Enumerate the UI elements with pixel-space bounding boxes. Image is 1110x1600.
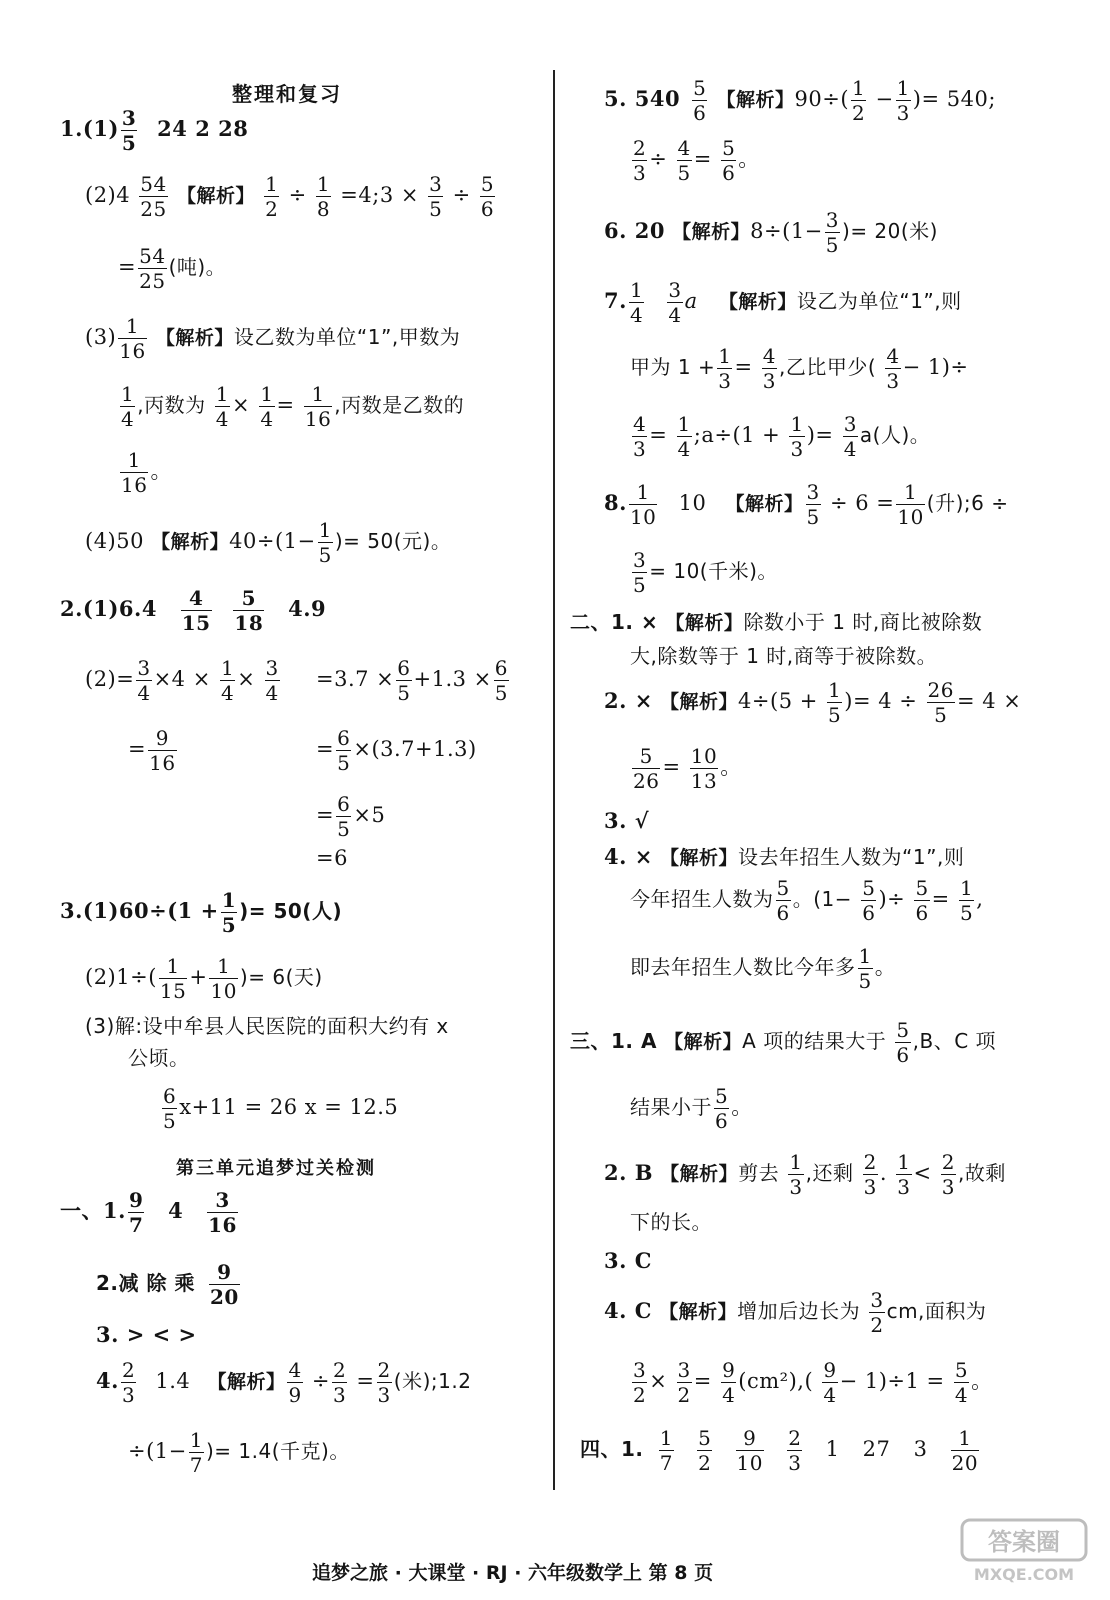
e2: 2. × 【解析】4÷(5 + $\frac{1}{5}$ )= 4 ÷ $\frac{26}{5}$ = 4 × (604, 678, 1022, 727)
q2-2-step3: = $\frac{6}{5}$ ×5 (316, 792, 386, 841)
e4-cont: 今年招生人数为 $\frac{5}{6}$ 。(1− $\frac{5}{6}$ )÷ $\frac{5}{6}$ = $\frac{1}{5}$ , (630, 876, 984, 925)
q1-2-cont: = $\frac{54}{25}$ (吨)。 (118, 244, 227, 293)
q5-cont: $\frac{2}{3}$ ÷ $\frac{4}{5}$ = $\frac{5}{6}$ 。 (633, 136, 760, 185)
svg-text:答案圈: 答案圈 (988, 1528, 1060, 1556)
q3-2: (2)1÷( $\frac{1}{15}$ + $\frac{1}{10}$ )= 6(天) (85, 954, 323, 1003)
q2-2-step2: = $\frac{6}{5}$ ×(3.7+1.3) (316, 726, 477, 775)
q3-1: 3.(1)60÷(1 + $\frac{1}{5}$ )= 50(人) (60, 888, 343, 937)
e4-end: 即去年招生人数比今年多 $\frac{1}{5}$ 。 (630, 944, 897, 993)
q1-2: (2)4 $\frac{54}{25}$ 【解析】 $\frac{1}{2}$ ÷ $\frac{1}{8}$ =4;3 × $\frac{3}{5}$ ÷ $\frac{5}{6}$ (85, 172, 495, 221)
t4-cont: $\frac{3}{2}$ × $\frac{3}{2}$ = $\frac{9}{4}$ (cm²),( $\frac{9}{4}$ − 1)÷1 = $\frac{5}{4}$ 。 (633, 1358, 993, 1407)
f1: 四、1. $\frac{1}{7}$ $\frac{5}{2}$ $\frac{9}{10}$ $\frac{2}{3}$ 1 27 3 $\frac{1}{20}$ (580, 1426, 979, 1475)
s1-2: 2.减 除 乘 $\frac{9}{20}$ (96, 1260, 239, 1309)
q2-2-result: = $\frac{9}{16}$ (128, 726, 176, 775)
q1-3: (3) $\frac{1}{16}$ 【解析】设乙数为单位“1”,甲数为 (85, 314, 461, 363)
q2-2: (2)= $\frac{3}{4}$ ×4 × $\frac{1}{4}$ × $\frac{3}{4}$ (85, 656, 279, 705)
q7-cont: 甲为 1 + $\frac{1}{3}$ = $\frac{4}{3}$ ,乙比甲少( $\frac{4}{3}$ − 1)÷ (630, 344, 969, 393)
page-footer: 追梦之旅 · 大课堂 · RJ · 六年级数学上 第 8 页 (312, 1562, 714, 1584)
column-divider (553, 70, 555, 1490)
t1-cont: 结果小于 $\frac{5}{6}$ 。 (630, 1084, 753, 1133)
s1-4: 4. $\frac{2}{3}$ 1.4 【解析】 $\frac{4}{9}$ ÷ $\frac{2}{3}$ = $\frac{2}{3}$ (米);1.2 (96, 1358, 472, 1407)
q3-3-equation: $\frac{6}{5}$ x+11 = 26 x = 12.5 (163, 1084, 399, 1133)
e3: 3. √ (604, 808, 650, 833)
e4: 4. × 【解析】设去年招生人数为“1”,则 (604, 844, 965, 869)
q2-2-right: =3.7 × $\frac{6}{5}$ +1.3 × $\frac{6}{5}$ (316, 656, 508, 705)
unit-title: 第三单元追梦过关检测 (176, 1158, 376, 1179)
q2-2-step4: =6 (316, 846, 348, 870)
e1-cont: 大,除数等于 1 时,商等于被除数。 (630, 644, 938, 668)
s1-1: 一、1. $\frac{9}{7}$ 4 $\frac{3}{16}$ (60, 1188, 237, 1237)
q1-3-cont: $\frac{1}{4}$ ,丙数为 $\frac{1}{4}$ × $\frac{1}{4}$ = $\frac{1}{16}$ ,丙数是乙数的 (121, 382, 465, 431)
e2-cont: $\frac{5}{26}$ = $\frac{10}{13}$ 。 (633, 744, 742, 793)
q7-end: $\frac{4}{3}$ = $\frac{1}{4}$ ;a÷(1 + $\frac{1}{3}$ )= $\frac{3}{4}$ a(人)。 (633, 412, 931, 461)
q1-4: (4)50 【解析】40÷(1− $\frac{1}{5}$ )= 50(元)。 (85, 518, 452, 567)
svg-text:MXQE.COM: MXQE.COM (973, 1565, 1075, 1584)
q5: 5. 540 $\frac{5}{6}$ 【解析】90÷( $\frac{1}{2}$ − $\frac{1}{3}$ )= 540; (604, 76, 996, 125)
s1-4-cont: ÷(1− $\frac{1}{7}$ )= 1.4(千克)。 (128, 1428, 350, 1477)
t2-cont: 下的长。 (630, 1210, 712, 1234)
t1: 三、1. A 【解析】A 项的结果大于 $\frac{5}{6}$ ,B、C 项 (570, 1018, 997, 1067)
t4: 4. C 【解析】增加后边长为 $\frac{3}{2}$ cm,面积为 (604, 1288, 987, 1337)
q1-3-end: $\frac{1}{16}$ 。 (121, 448, 172, 497)
q3-3-cont: 公顷。 (128, 1046, 190, 1070)
q8: 8. $\frac{1}{10}$ 10 【解析】 $\frac{3}{5}$ ÷ 6 = $\frac{1}{10}$ (升);6 ÷ (604, 480, 1009, 529)
t3: 3. C (604, 1248, 652, 1273)
q8-cont: $\frac{3}{5}$ = 10(千米)。 (633, 548, 778, 597)
watermark-logo (960, 1518, 1088, 1586)
q6: 6. 20 【解析】8÷(1− $\frac{3}{5}$ )= 20(米) (604, 208, 938, 257)
q3-3: (3)解:设中牟县人民医院的面积大约有 x (85, 1014, 449, 1038)
s1-3: 3. > < > (96, 1322, 197, 1347)
q7: 7. $\frac{1}{4}$ $\frac{3}{4}$ a 【解析】设乙为单位“1”,则 (604, 278, 962, 327)
e1: 二、1. × 【解析】除数小于 1 时,商比被除数 (570, 610, 983, 634)
review-title: 整理和复习 (232, 82, 342, 106)
q1-1: 1.(1) $\frac{3}{5}$ 24 2 28 (60, 106, 249, 155)
q2-1: 2.(1)6.4 $\frac{4}{15}$ $\frac{5}{18}$ 4.9 (60, 586, 327, 635)
t2: 2. B 【解析】剪去 $\frac{1}{3}$ ,还剩 $\frac{2}{3}$ . $\frac{1}{3}$ < $\frac{2}{3}$ ,故剩 (604, 1150, 1006, 1199)
